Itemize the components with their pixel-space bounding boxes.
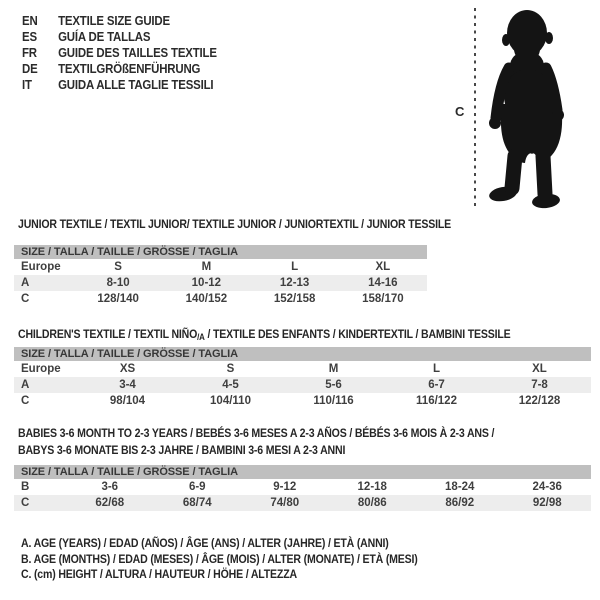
language-row — [22, 29, 217, 45]
table-cell: 9-12 — [273, 481, 297, 493]
table-cell: 6-9 — [188, 481, 206, 493]
table-cell: 12-18 — [357, 481, 387, 493]
footnote-b: B. AGE (MONTHS) / EDAD (MESES) / ÂGE (MOIS) / ALTER (MONATE) / ETÀ (MESI) — [21, 551, 418, 566]
table-row — [14, 291, 427, 307]
table-cell: 7-8 — [531, 379, 548, 391]
table-cell: M — [328, 363, 339, 375]
table-cell: 128/140 — [97, 293, 139, 305]
table-cell: L — [432, 363, 441, 375]
table-cell: 68/74 — [182, 497, 212, 509]
toddler-silhouette — [482, 8, 574, 210]
table-row — [14, 275, 427, 291]
language-code: EN — [22, 13, 38, 28]
title-line: BABYS 3-6 MONATE BIS 2-3 JAHRE / BAMBINI 3-6 MESI A 2-3 ANNI — [18, 442, 346, 457]
row-label: A — [21, 379, 30, 391]
table-cell: 158/170 — [362, 293, 404, 305]
table-cell: XL — [532, 363, 547, 375]
table-cell: XL — [375, 261, 391, 273]
table-cell: L — [291, 261, 299, 273]
size-header: SIZE / TALLA / TAILLE / GRÖSSE / TAGLIA — [14, 245, 427, 259]
row-label: A — [21, 277, 30, 289]
title-line: BABIES 3-6 MONTH TO 2-3 YEARS / BEBÉS 3-6 MESES A 2-3 AÑOS / BÉBÉS 3-6 MOIS À 2-3 ANS / — [18, 426, 495, 440]
language-row — [22, 61, 217, 77]
row-label: B — [21, 481, 30, 493]
table-cell: 152/158 — [273, 293, 316, 305]
row-label: Europe — [21, 261, 61, 273]
size-table-junior — [14, 245, 427, 307]
table-title-junior: JUNIOR TEXTILE / TEXTIL JUNIOR/ TEXTILE JUNIOR / JUNIORTEXTIL / JUNIOR TESSILE — [18, 217, 451, 231]
language-list — [22, 13, 243, 93]
table-cell: S — [114, 261, 122, 273]
table-cell: 5-6 — [325, 379, 342, 391]
language-row — [22, 77, 217, 93]
language-label: GUIDE DES TAILLES TEXTILE — [58, 45, 217, 60]
table-title-babies — [18, 425, 494, 458]
table-title-children — [18, 326, 511, 346]
table-cell: 4-5 — [222, 379, 239, 391]
table-cell: 104/110 — [210, 395, 251, 407]
table-cell: 24-36 — [532, 481, 562, 493]
title-text: CHILDREN'S TEXTILE / TEXTIL NIÑO — [18, 327, 198, 341]
table-cell: 110/116 — [313, 395, 354, 407]
language-code: ES — [22, 29, 37, 44]
footnote-a: A. AGE (YEARS) / EDAD (AÑOS) / ÂGE (ANS) / ALTER (JAHRE) / ETÀ (ANNI) — [21, 536, 389, 550]
table-cell: 3-4 — [119, 379, 136, 391]
language-label: TEXTILE SIZE GUIDE — [58, 13, 170, 28]
table-cell: 74/80 — [270, 497, 300, 509]
size-table-children — [14, 347, 591, 409]
row-label: C — [21, 293, 30, 305]
language-row — [22, 45, 217, 61]
height-marker-label: C — [455, 104, 465, 119]
table-cell: 3-6 — [101, 481, 119, 493]
language-code: FR — [22, 45, 37, 60]
title-subscript: /A — [197, 332, 205, 342]
table-cell: 8-10 — [106, 277, 130, 289]
height-measure-dashed-line — [474, 8, 476, 210]
title-text: / TEXTILE DES ENFANTS / KINDERTEXTIL / BAMBINI TESSILE — [204, 327, 511, 341]
table-cell: S — [226, 363, 235, 375]
table-cell: 140/152 — [185, 293, 228, 305]
row-label: C — [21, 395, 30, 407]
table-cell: 98/104 — [109, 395, 146, 407]
row-label: Europe — [21, 363, 61, 375]
table-cell: 10-12 — [191, 277, 222, 289]
table-cell: 86/92 — [445, 497, 475, 509]
language-row — [22, 13, 217, 29]
language-label: GUÍA DE TALLAS — [58, 29, 151, 44]
size-table-babies — [14, 465, 591, 511]
language-label: GUIDA ALLE TAGLIE TESSILI — [58, 77, 214, 92]
table-row — [14, 377, 591, 393]
table-cell: XS — [119, 363, 136, 375]
size-header: SIZE / TALLA / TAILLE / GRÖSSE / TAGLIA — [14, 465, 591, 479]
table-row — [14, 259, 427, 275]
language-label: TEXTILGRÖßENFÜHRUNG — [58, 61, 201, 76]
table-row — [14, 361, 591, 377]
table-cell: 122/128 — [518, 395, 561, 407]
table-row — [14, 495, 591, 511]
language-code: IT — [22, 77, 32, 92]
table-cell: 62/68 — [95, 497, 125, 509]
table-cell: 116/122 — [416, 395, 457, 407]
table-cell: 14-16 — [368, 277, 398, 289]
size-header: SIZE / TALLA / TAILLE / GRÖSSE / TAGLIA — [14, 347, 591, 361]
row-label: C — [21, 497, 30, 509]
table-row — [14, 479, 591, 495]
footnotes — [21, 536, 472, 583]
table-cell: 18-24 — [445, 481, 475, 493]
language-code: DE — [22, 61, 38, 76]
table-cell: 12-13 — [279, 277, 310, 289]
table-cell: M — [201, 261, 212, 273]
footnote-c: C. (cm) HEIGHT / ALTURA / HAUTEUR / HÖHE / ALTEZZA — [21, 567, 297, 582]
table-cell: 6-7 — [428, 379, 445, 391]
table-cell: 80/86 — [357, 497, 387, 509]
table-row — [14, 393, 591, 409]
table-cell: 92/98 — [532, 497, 562, 509]
